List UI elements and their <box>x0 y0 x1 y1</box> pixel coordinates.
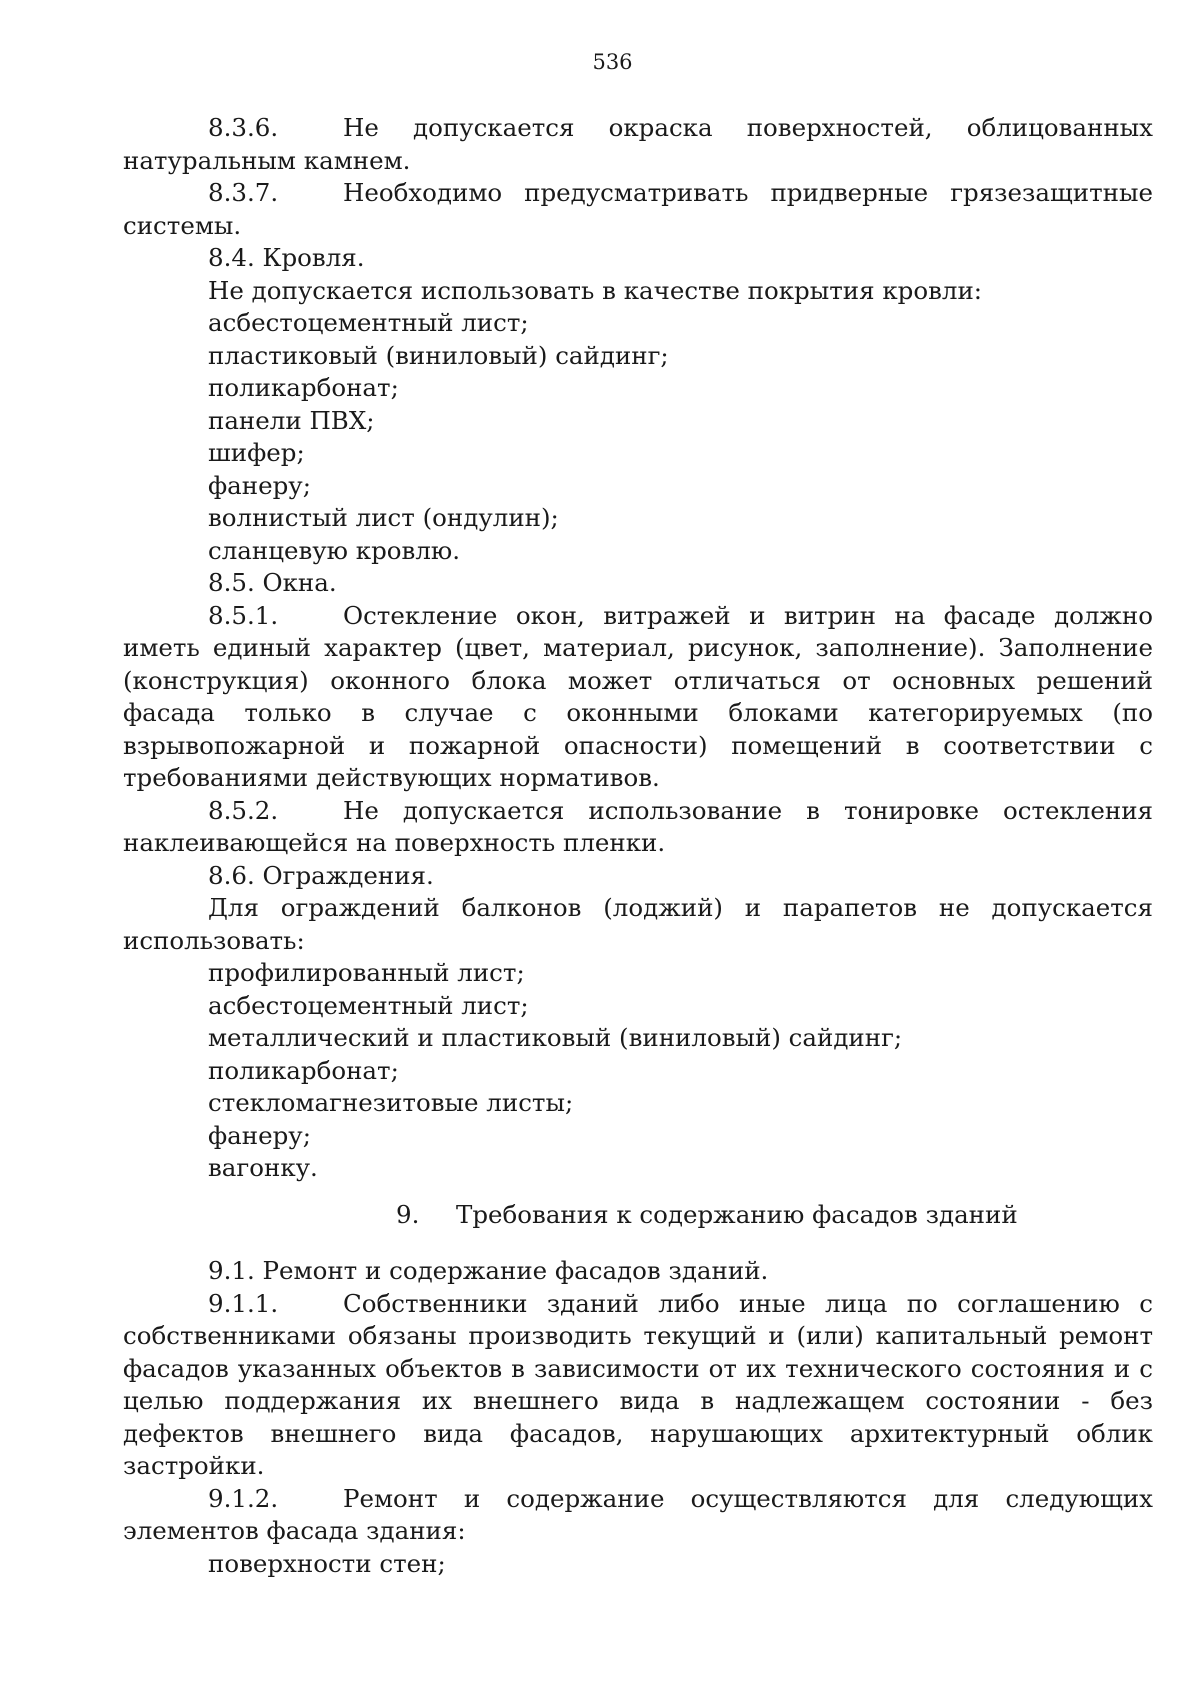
subsection-9-1-title: 9.1. Ремонт и содержание фасадов зданий. <box>208 1256 769 1285</box>
list-item: шифер; <box>208 438 305 467</box>
subsection-8-5-title: 8.5. Окна. <box>208 568 337 597</box>
paragraph-text: Необходимо предусматривать придверные грязезащитные системы. <box>123 178 1153 240</box>
paragraph-text: Не допускается использование в тонировке остекления наклеивающейся на поверхность пленки. <box>123 795 1153 857</box>
fence-intro: Для ограждений балконов (лоджий) и парапетов не допускается использовать: <box>123 893 1153 955</box>
list-item: вагонку. <box>208 1153 318 1182</box>
paragraph-number: 8.5.2. <box>208 795 279 825</box>
facade-list <box>123 1548 1153 1581</box>
paragraph-text: Остекление окон, витражей и витрин на фасаде должно иметь единый характер (цвет, материал, рисунок, заполнение). Заполнение (конструкция) оконного блока может отличаться от основных решений фасада только в случае с оконными блоками категорируемых (по взрывопожарной и пожарной опасности) помещений в соответствии с требованиями действующих нормативов. <box>123 600 1153 792</box>
list-item: фанеру; <box>208 470 311 500</box>
list-item: волнистый лист (ондулин); <box>208 503 559 532</box>
paragraph-8-5-1 <box>123 600 1153 795</box>
list-item: панели ПВХ; <box>208 405 375 435</box>
page-number: 536 <box>592 50 633 74</box>
paragraph-number: 9.1.1. <box>208 1288 279 1318</box>
list-item: поликарбонат; <box>208 1055 399 1085</box>
list-item: поверхности стен; <box>208 1548 446 1578</box>
roof-intro: Не допускается использовать в качестве покрытия кровли: <box>208 275 983 305</box>
subsection-8-4-title: 8.4. Кровля. <box>208 243 365 272</box>
paragraph-number: 9.1.2. <box>208 1483 279 1513</box>
paragraph-text: Собственники зданий либо иные лица по соглашению с собственниками обязаны производить текущий и (или) капитальный ремонт фасадов указанных объектов в зависимости от их технического состояния и с целью поддержания их внешнего вида в надлежащем состоянии - без дефектов внешнего вида фасадов, нарушающих архитектурный облик застройки. <box>123 1288 1153 1480</box>
paragraph-8-3-7 <box>123 177 1153 242</box>
roof-list <box>123 307 1153 567</box>
paragraph-8-3-6 <box>123 112 1153 177</box>
list-item: профилированный лист; <box>208 958 525 987</box>
list-item: пластиковый (виниловый) сайдинг; <box>208 340 669 370</box>
paragraph-text: Не допускается окраска поверхностей, облицованных натуральным камнем. <box>123 113 1153 175</box>
paragraph-number: 8.3.6. <box>208 113 279 142</box>
list-item: фанеру; <box>208 1120 311 1150</box>
subsection-8-6-title: 8.6. Ограждения. <box>208 860 434 890</box>
list-item: металлический и пластиковый (виниловый) сайдинг; <box>208 1023 903 1052</box>
list-item: асбестоцементный лист; <box>208 990 529 1020</box>
paragraph-number: 8.5.1. <box>208 600 279 630</box>
document-body <box>123 112 1153 1580</box>
list-item: стекломагнезитовые листы; <box>208 1088 574 1117</box>
paragraph-number: 8.3.7. <box>208 178 279 207</box>
list-item: поликарбонат; <box>208 373 399 402</box>
paragraph-9-1-1 <box>123 1288 1153 1483</box>
paragraph-9-1-2 <box>123 1483 1153 1548</box>
fence-list <box>123 957 1153 1185</box>
paragraph-8-5-2 <box>123 795 1153 860</box>
paragraph-text: Ремонт и содержание осуществляются для следующих элементов фасада здания: <box>123 1483 1153 1545</box>
list-item: сланцевую кровлю. <box>208 535 461 565</box>
section-9-heading <box>123 1199 1153 1232</box>
section-number: 9. <box>396 1199 420 1229</box>
section-title: Требования к содержанию фасадов зданий <box>456 1199 1018 1229</box>
list-item: асбестоцементный лист; <box>208 308 529 337</box>
